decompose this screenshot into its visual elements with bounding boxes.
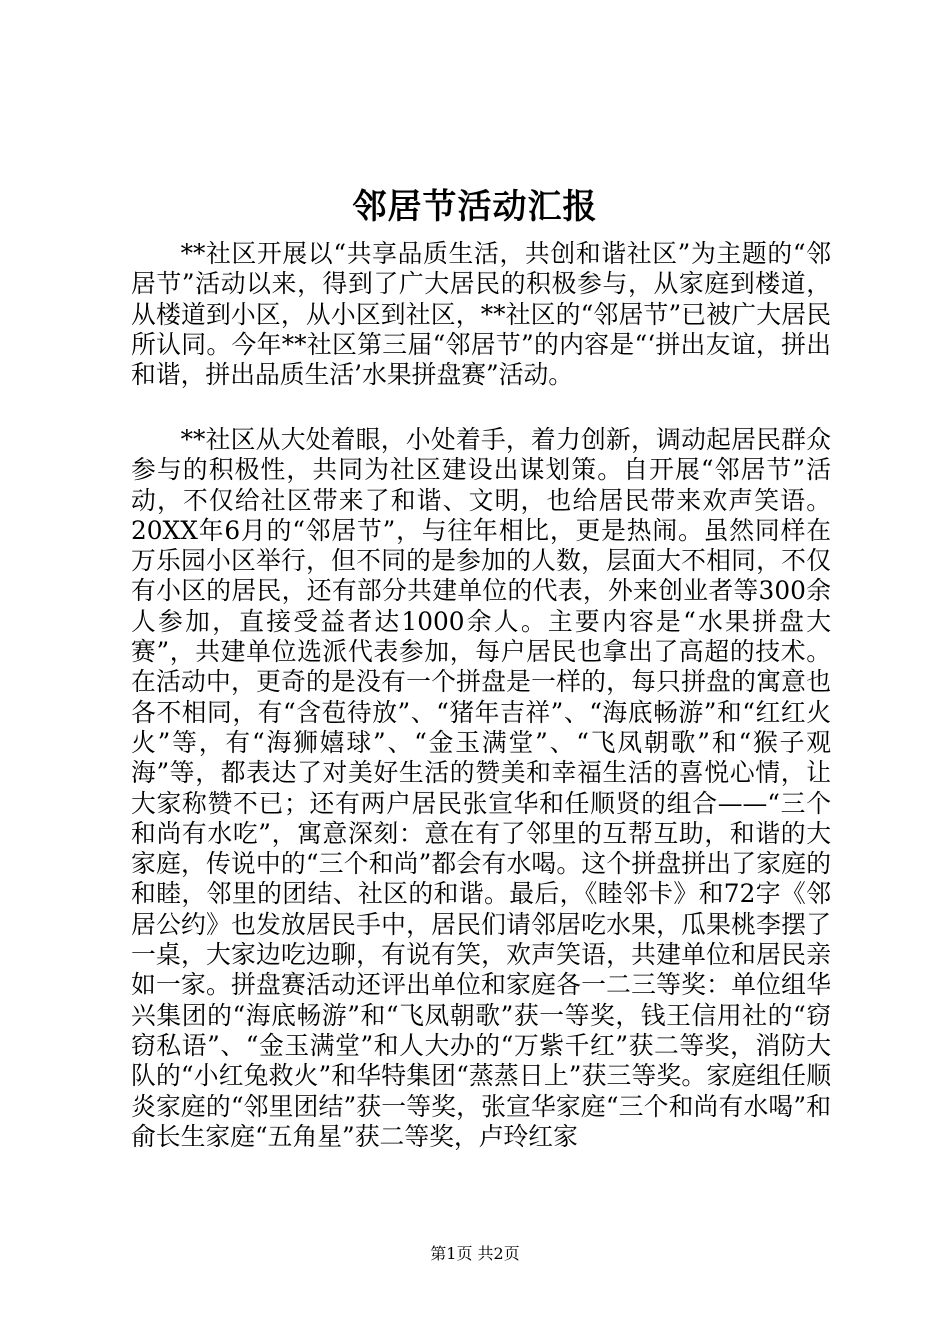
paragraph-2: **社区从大处着眼，小处着手，着力创新，调动起居民群众参与的积极性，共同为社区建设出谋划策。自开展“邻居节”活动，不仅给社区带来了和谐、文明，也给居民带来欢声笑语。20XX年6月的“邻居节”，与往年相比，更是热闹。虽然同样在万乐园小区举行，但不同的是参加的人数，层面大不相同，不仅有小区的居民，还有部分共建单位的代表，外来创业者等300余人参加，直接受益者达1000余人。主要内容是“水果拼盘大赛”，共建单位选派代表参加，每户居民也拿出了高超的技术。在活动中，更奇的是没有一个拼盘是一样的，每只拼盘的寓意也各不相同，有“含苞待放”、“猪年吉祥”、“海底畅游”和“红红火火”等，有“海狮嬉球”、“金玉满堂”、“飞凤朝歌”和“猴子观海”等，都表达了对美好生活的赞美和幸福生活的喜悦心情，让大家称赞不已；还有两户居民张宣华和任顺贤的组合——“三个和尚有水吃”，寓意深刻：意在有了邻里的互帮互助，和谐的大家庭，传说中的“三个和尚”都会有水喝。这个拼盘拼出了家庭的和睦，邻里的团结、社区的和谐。最后，《睦邻卡》和72字《邻居公约》也发放居民手中，居民们请邻居吃水果，瓜果桃李摆了一桌，大家边吃边聊，有说有笑，欢声笑语，共建单位和居民亲如一家。拼盘赛活动还评出单位和家庭各一二三等奖：单位组华兴集团的“海底畅游”和“飞凤朝歌”获一等奖，钱王信用社的“窃窃私语”、“金玉满堂”和人大办的“万紫千红”获二等奖，消防大队的“小红兔救火”和华特集团“蒸蒸日上”获三等奖。家庭组任顺炎家庭的“邻里团结”获一等奖，张宣华家庭“三个和尚有水喝”和俞长生家庭“五角星”获二等奖，卢玲红家 bbox=[131, 425, 831, 1151]
document-title: 邻居节活动汇报 bbox=[352, 187, 598, 227]
page-footer: 第1页 共2页 bbox=[430, 1244, 520, 1263]
paragraph-1: **社区开展以“共享品质生活，共创和谐社区”为主题的“邻居节”活动以来，得到了广大居民的积极参与，从家庭到楼道，从楼道到小区，从小区到社区，**社区的“邻居节”已被广大居民所认同。今年**社区第三届“邻居节”的内容是“‘拼出友谊，拼出和谐，拼出品质生活’水果拼盘赛”活动。 bbox=[131, 239, 831, 390]
